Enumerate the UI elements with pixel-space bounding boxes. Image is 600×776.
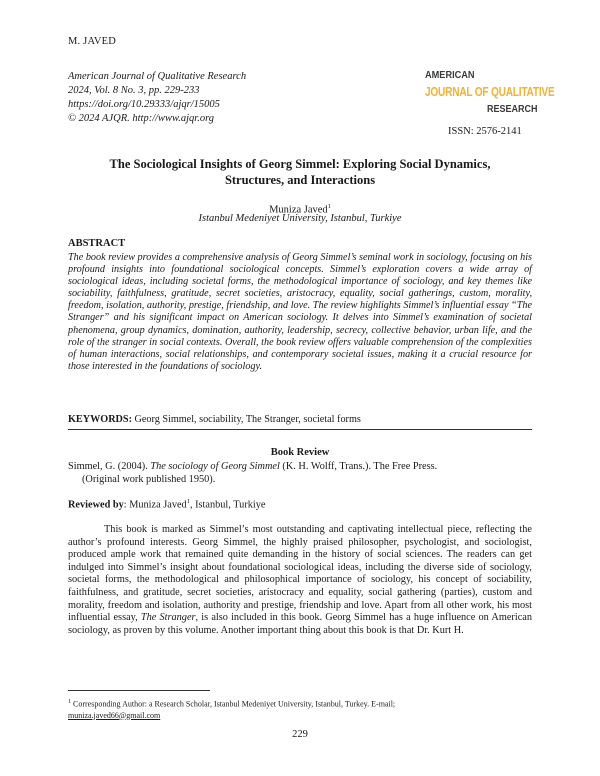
journal-doi[interactable]: https://doi.org/10.29333/ajqr/15005: [68, 99, 220, 110]
reviewer-location: , Istanbul, Turkiye: [189, 499, 266, 511]
reviewer-footnote-marker[interactable]: 1: [186, 498, 190, 505]
abstract-heading: ABSTRACT: [68, 238, 126, 249]
footnote-text: Corresponding Author: a Research Scholar, Istanbul Medeniyet University, Istanbul, Turkey. E-mail;: [71, 699, 396, 709]
essay-title: The Stranger: [140, 612, 196, 624]
body-paragraph: [68, 524, 532, 637]
body-text-part-2: , is also included in this book. Georg Simmel has a huge influence on American sociology, as proven by this volume. Another important thing about this book is that Dr. Kurt H.: [68, 612, 532, 636]
journal-volume: 2024, Vol. 8 No. 3, pp. 229-233: [68, 85, 200, 96]
keywords-text: Georg Simmel, sociability, The Stranger, societal forms: [134, 414, 361, 425]
running-head: M. JAVED: [68, 36, 117, 47]
title-line-2: Structures, and Interactions: [224, 173, 376, 187]
footnote-number: 1: [68, 699, 71, 705]
author-footnote-marker[interactable]: 1: [327, 203, 331, 210]
title-line-1: The Sociological Insights of Georg Simmel: Exploring Social Dynamics,: [109, 157, 491, 171]
page-number: 229: [292, 729, 308, 740]
journal-logo: [425, 70, 555, 122]
reviewed-by-label: Reviewed by: [68, 499, 124, 511]
reference-book-title: The sociology of Georg Simmel: [150, 461, 280, 472]
footnote-divider: [68, 690, 210, 691]
reference-original: (Original work published 1950).: [82, 473, 216, 485]
keywords-divider: [68, 429, 532, 430]
reviewer-name: : Muniza Javed: [123, 499, 187, 511]
reviewed-by: [68, 498, 265, 510]
reference-publisher: (K. H. Wolff, Trans.). The Free Press.: [279, 461, 438, 472]
footnote: [68, 697, 532, 721]
body-text-part-1: This book is marked as Simmel’s most outstanding and captivating intellectual piece, reflecting the author’s profound interests. Georg Simmel, the highly praised philosopher, psychologist, and sociologist, produced ample work that remained quite demanding in the history of social sciences. The readers can get indulged into Simmel’s insight about foundational sociological ideas, including the diverse side of sociology, societal forms, the methodological and philosophical importance of sociology, his concept of sociability, faithfulness, and gratitude, secret societies, aristocracy and equality, social gathering (parties), custom and morality, freedom and isolation, authority and prestige, friendship and love. Apart from all other work, his most influential essay,: [68, 524, 532, 624]
abstract-text: The book review provides a comprehensive analysis of Georg Simmel’s seminal work in sociology, focusing on his profound insights into foundational sociological concepts. Simmel’s exploration covers a wide array of sociological ideas, including societal forms, the methodological importance of sociology, and key themes like sociability, faithfulness, gratitude, secret societies, aristocracy, equality, social gatherings, custom, morality, freedom, isolation, authority, prestige, friendship, and love. The review highlights Simmel’s influential essay “The Stranger” and his significant impact on American sociology. It delves into Simmel’s examination of societal phenomena, group dynamics, domination, authority, leadership, secrecy, collective behavior, urban life, and the role of the stranger in social contexts. Overall, the book review offers valuable comprehension of the complexities of human interactions, social relationships, and contemporary societal issues, making it a crucial resource for those interested in the foundations of sociology.: [68, 252, 532, 372]
issn: ISSN: 2576-2141: [448, 126, 522, 137]
book-review-heading: Book Review: [270, 447, 330, 458]
keywords: [68, 414, 532, 426]
logo-line-american: AMERICAN: [425, 70, 475, 81]
journal-copyright: © 2024 AJQR. http://www.ajqr.org: [68, 113, 215, 124]
logo-line-research: RESEARCH: [487, 104, 538, 115]
logo-line-journal: JOURNAL OF QUALITATIVE: [425, 84, 555, 99]
reference-author: Simmel, G. (2004).: [68, 461, 151, 472]
article-title: [68, 156, 532, 188]
journal-name: American Journal of Qualitative Research: [68, 71, 247, 82]
journal-info: [68, 70, 246, 126]
affiliation: Istanbul Medeniyet University, Istanbul, Turkiye: [198, 213, 402, 224]
book-reference: [68, 461, 532, 486]
footnote-email-link[interactable]: muniza.javed66@gmail.com: [68, 710, 161, 720]
keywords-label: KEYWORDS:: [68, 414, 132, 425]
author-name: Muniza Javed: [269, 204, 328, 216]
